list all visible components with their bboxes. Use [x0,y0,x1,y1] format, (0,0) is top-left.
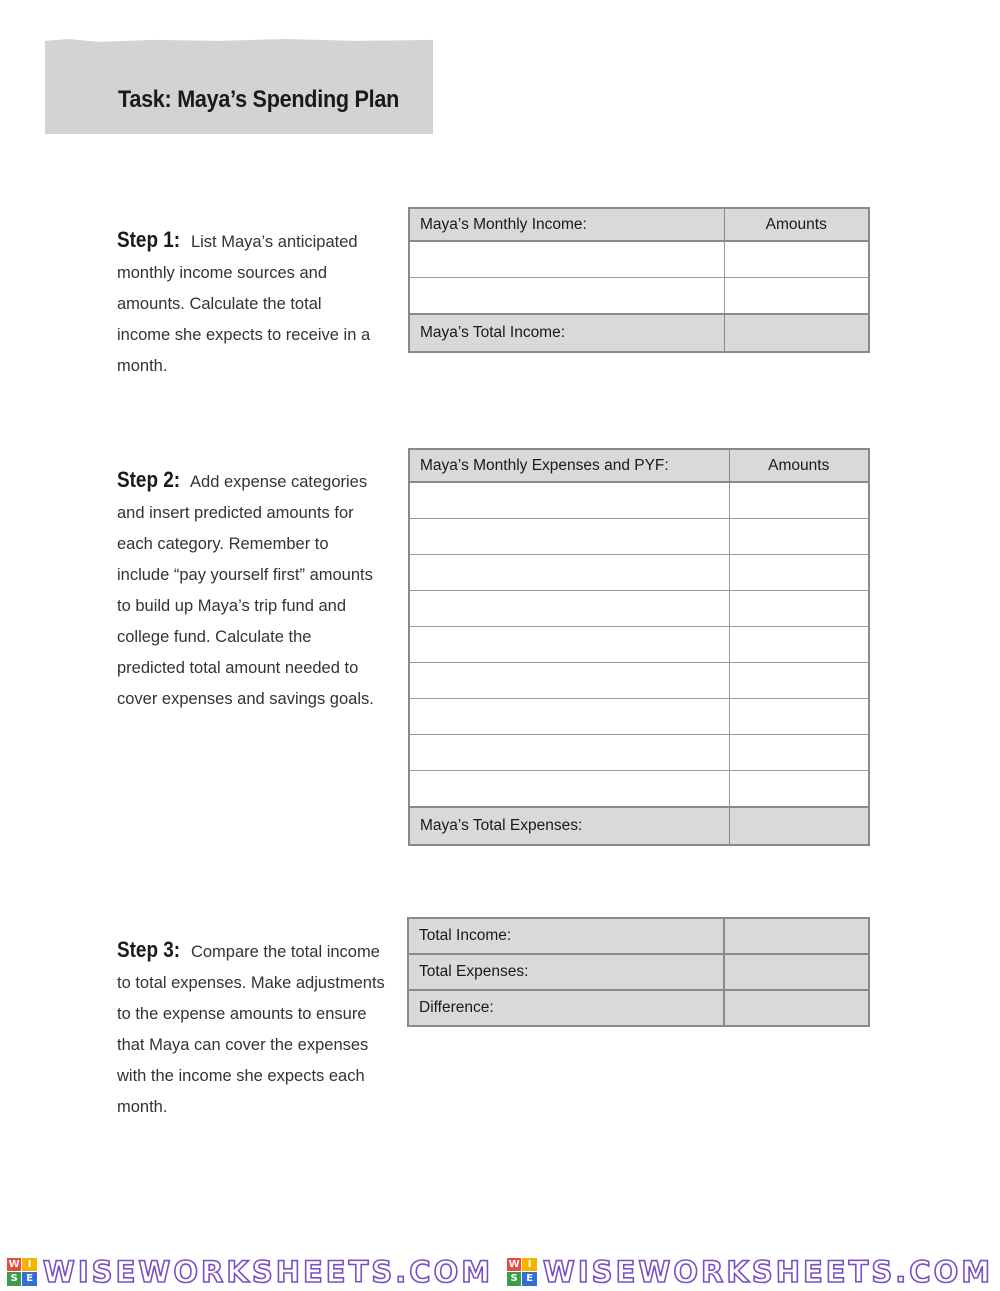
expense-category-cell[interactable] [409,591,729,627]
expense-amount-cell[interactable] [729,591,869,627]
income-total-label: Maya’s Total Income: [409,314,724,352]
expenses-total-value[interactable] [729,807,869,845]
income-source-cell[interactable] [409,278,724,315]
wiseworksheets-logo-icon [507,1258,537,1286]
expense-category-cell[interactable] [409,555,729,591]
watermark [507,1255,993,1289]
logo-tile: W [8,1258,20,1270]
expense-row [409,591,869,627]
expense-row [409,663,869,699]
income-table-header [409,208,869,241]
logo-tile: I [522,1258,537,1272]
logo-tile: E [22,1272,37,1286]
expense-amount-cell[interactable] [729,519,869,555]
watermark-text: WISEWORKSHEETS.COM [42,1254,494,1289]
step-2-label: Step 2: [117,467,181,492]
summary-difference-label: Difference: [408,990,724,1026]
logo-tile: E [522,1272,537,1286]
expenses-header-label: Maya’s Monthly Expenses and PYF: [409,449,729,482]
expenses-total-row [409,807,869,845]
expense-amount-cell[interactable] [729,555,869,591]
expense-row [409,482,869,519]
step-2-text: Add expense categories and insert predicted amounts for each category. Remember to include “pay yourself first” amounts to build up Maya’s trip fund and college fund. Calculate the predicted total amount needed to cover expenses and savings goals. [117,473,374,708]
watermark [7,1255,493,1289]
expense-category-cell[interactable] [409,482,729,519]
wiseworksheets-logo-icon [7,1258,37,1286]
footer-watermark-bar [0,1252,1000,1291]
step-3-text: Compare the total income to total expenses. Make adjustments to the expense amounts to ensure that Maya can cover the expenses with the income she expects each month. [117,943,385,1116]
summary-total-income-value[interactable] [724,918,869,954]
income-amount-cell[interactable] [724,241,869,278]
income-row [409,278,869,315]
expense-row [409,699,869,735]
step-2-instructions [117,464,379,715]
summary-row [408,990,869,1026]
expense-category-cell[interactable] [409,771,729,808]
step-3-instructions [117,934,385,1123]
expense-row [409,735,869,771]
expense-row [409,627,869,663]
expense-amount-cell[interactable] [729,771,869,808]
expense-amount-cell[interactable] [729,699,869,735]
summary-row [408,954,869,990]
income-amounts-header: Amounts [724,208,869,241]
expense-amount-cell[interactable] [729,627,869,663]
income-amount-cell[interactable] [724,278,869,315]
expense-category-cell[interactable] [409,663,729,699]
expense-category-cell[interactable] [409,519,729,555]
income-header-label: Maya’s Monthly Income: [409,208,724,241]
income-total-value[interactable] [724,314,869,352]
expenses-amounts-header: Amounts [729,449,869,482]
summary-total-income-label: Total Income: [408,918,724,954]
step-1-instructions [117,224,379,382]
summary-total-expenses-value[interactable] [724,954,869,990]
summary-row [408,918,869,954]
expense-row [409,519,869,555]
summary-difference-value[interactable] [724,990,869,1026]
expenses-table [408,448,870,846]
summary-table [407,917,870,1027]
logo-tile: S [7,1272,22,1286]
logo-tile: I [22,1258,37,1272]
income-total-row [409,314,869,352]
expenses-table-header [409,449,869,482]
expense-category-cell[interactable] [409,699,729,735]
income-source-cell[interactable] [409,241,724,278]
step-1-label: Step 1: [117,227,181,252]
logo-tile: W [508,1258,520,1270]
income-table [408,207,870,353]
expense-amount-cell[interactable] [729,482,869,519]
expense-row [409,555,869,591]
expense-category-cell[interactable] [409,735,729,771]
page-title: Task: Maya’s Spending Plan [118,86,400,113]
expenses-total-label: Maya’s Total Expenses: [409,807,729,845]
logo-tile: S [507,1272,522,1286]
expense-category-cell[interactable] [409,627,729,663]
step-1-text: List Maya’s anticipated monthly income sources and amounts. Calculate the total income she expects to receive in a month. [117,233,371,375]
watermark-text: WISEWORKSHEETS.COM [542,1254,994,1289]
expense-amount-cell[interactable] [729,663,869,699]
summary-total-expenses-label: Total Expenses: [408,954,724,990]
step-3-label: Step 3: [117,937,181,962]
expense-row [409,771,869,808]
expense-amount-cell[interactable] [729,735,869,771]
income-row [409,241,869,278]
